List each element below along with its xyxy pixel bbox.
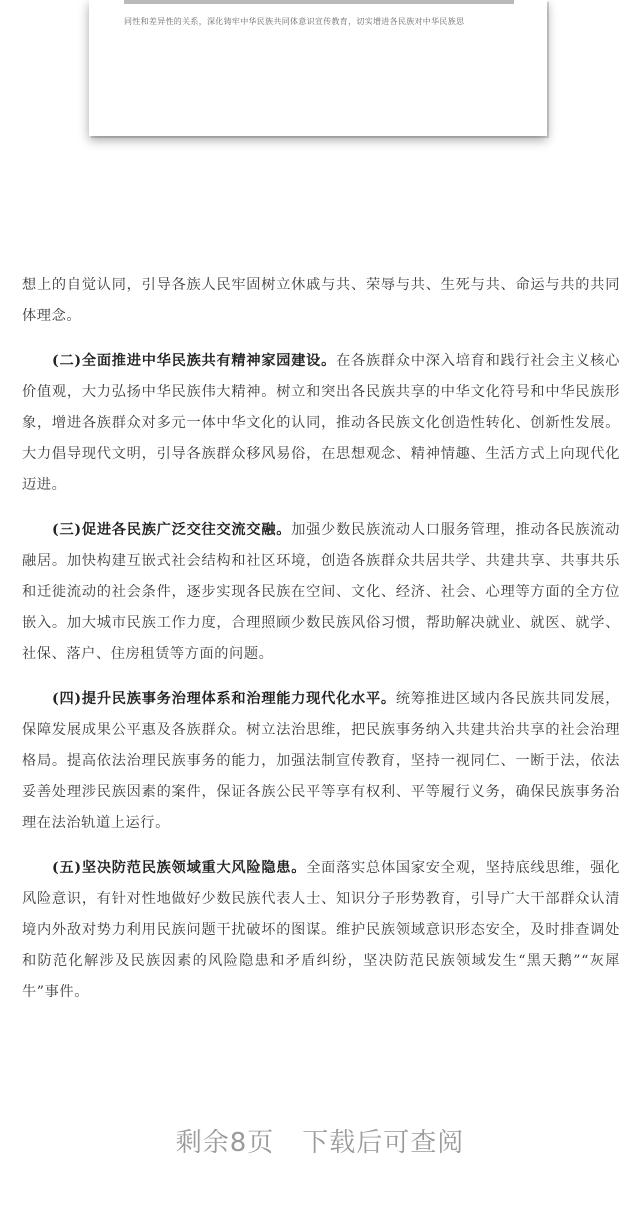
section-heading-4: (四)提升民族事务治理体系和治理能力现代化水平。 (52, 691, 396, 707)
section-paragraph-4 (22, 684, 620, 839)
section-body-4: 统筹推进区域内各民族共同发展，保障发展成果公平惠及各族群众。树立法治思维，把民族事务纳入共建共治共享的社会治理格局。提高依法治理民族事务的能力，加强法制宣传教育，坚持一视同仁、一断于法，依法妥善处理涉民族因素的案件，保证各族公民平等享有权利、平等履行义务，确保民族事务治理在法治轨道上运行。 (22, 691, 620, 831)
section-paragraph-5 (22, 853, 620, 1008)
continuation-paragraph: 想上的自觉认同，引导各族人民牢固树立休戚与共、荣辱与共、生死与共、命运与共的共同体理念。 (22, 277, 620, 324)
section-body-2: 在各族群众中深入培育和践行社会主义核心价值观，大力弘扬中华民族伟大精神。树立和突出各民族共享的中华文化符号和中华民族形象，增进各族群众对多元一体中华文化的认同，推动各民族文化创造性转化、创新性发展。大力倡导现代文明，引导各族群众移风易俗，在思想观念、精神情趣、生活方式上向现代化迈进。 (22, 353, 620, 493)
download-prompt[interactable] (0, 1122, 640, 1159)
section-heading-3: (三)促进各民族广泛交往交流交融。 (52, 522, 292, 538)
page-preview-card (89, 0, 547, 136)
preview-text-fragment (124, 0, 514, 4)
preview-text-line: 同性和差异性的关系，深化铸牢中华民族共同体意识宣传教育，切实增进各民族对中华民族思 (124, 17, 465, 26)
section-heading-5: (五)坚决防范民族领域重大风险隐患。 (52, 860, 307, 876)
section-body-5: 全面落实总体国家安全观，坚持底线思维，强化风险意识，有针对性地做好少数民族代表人士、知识分子形势教育，引导广大干部群众认清境内外敌对势力利用民族问题干扰破坏的图谋。维护民族领域意识形态安全，及时排查调处和防范化解涉及民族因素的风险隐患和矛盾纠纷，坚决防范民族领域发生“黑天鹅”“灰犀牛”事件。 (22, 860, 620, 1000)
section-paragraph-2 (22, 346, 620, 501)
section-heading-2: (二)全面推进中华民族共有精神家园建设。 (52, 353, 337, 369)
remaining-pages-label[interactable]: 剩余8页 (175, 1128, 275, 1158)
section-paragraph-3 (22, 515, 620, 670)
download-to-view-label[interactable]: 下载后可查阅 (302, 1128, 465, 1158)
section-body-3: 加强少数民族流动人口服务管理，推动各民族流动融居。加快构建互嵌式社会结构和社区环境，创造各族群众共居共学、共建共享、共事共乐和迁徙流动的社会条件，逐步实现各民族在空间、文化、经济、社会、心理等方面的全方位嵌入。加大城市民族工作力度，合理照顾少数民族风俗习惯，帮助解决就业、就医、就学、社保、落户、住房租赁等方面的问题。 (22, 522, 620, 662)
document-body (22, 270, 620, 1008)
